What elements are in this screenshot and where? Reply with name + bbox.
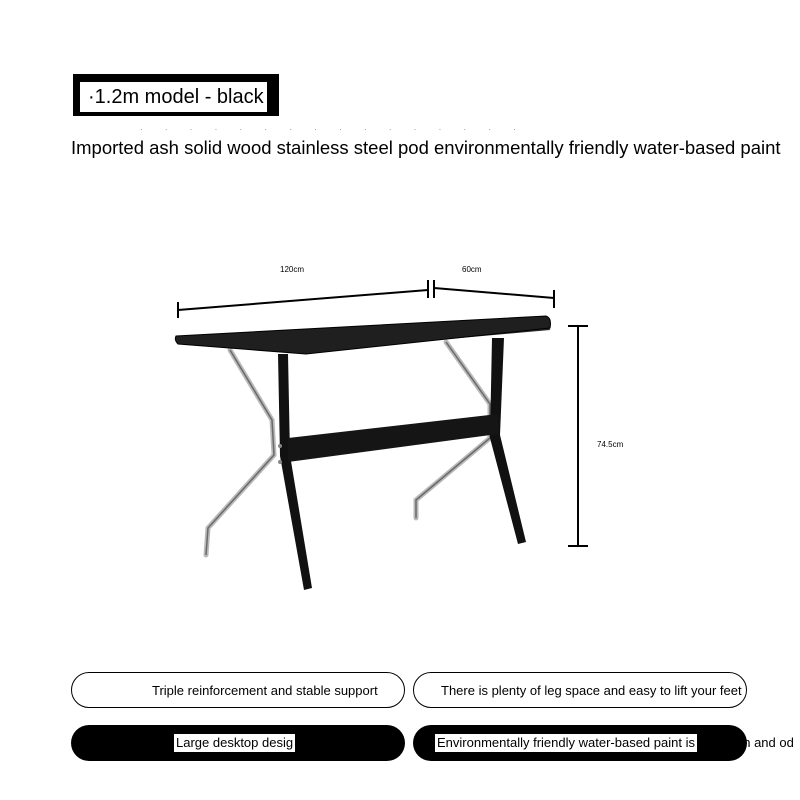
feature-desktop-label: Large desktop desig	[176, 735, 294, 750]
decorative-dots: · · · · · · · · · · · · · · · ·	[140, 125, 526, 134]
feature-reinforcement-label: Triple reinforcement and stable support	[152, 683, 378, 698]
depth-label: 60cm	[462, 265, 482, 274]
feature-paint-overflow-text: an and od	[736, 735, 794, 750]
desk-image	[160, 250, 680, 610]
height-label: 74.5cm	[597, 440, 624, 449]
feature-leg-space-label: There is plenty of leg space and easy to lift your feet	[441, 683, 742, 698]
width-dimension-line	[178, 290, 428, 310]
feature-paint-label: Environmentally friendly water-based paint is	[437, 735, 695, 750]
width-label: 120cm	[280, 265, 305, 274]
model-title: ·1.2m model - black	[80, 82, 267, 112]
product-subtitle: Imported ash solid wood stainless steel pod environmentally friendly water-based paint	[71, 137, 781, 158]
depth-dimension-line	[434, 288, 554, 298]
